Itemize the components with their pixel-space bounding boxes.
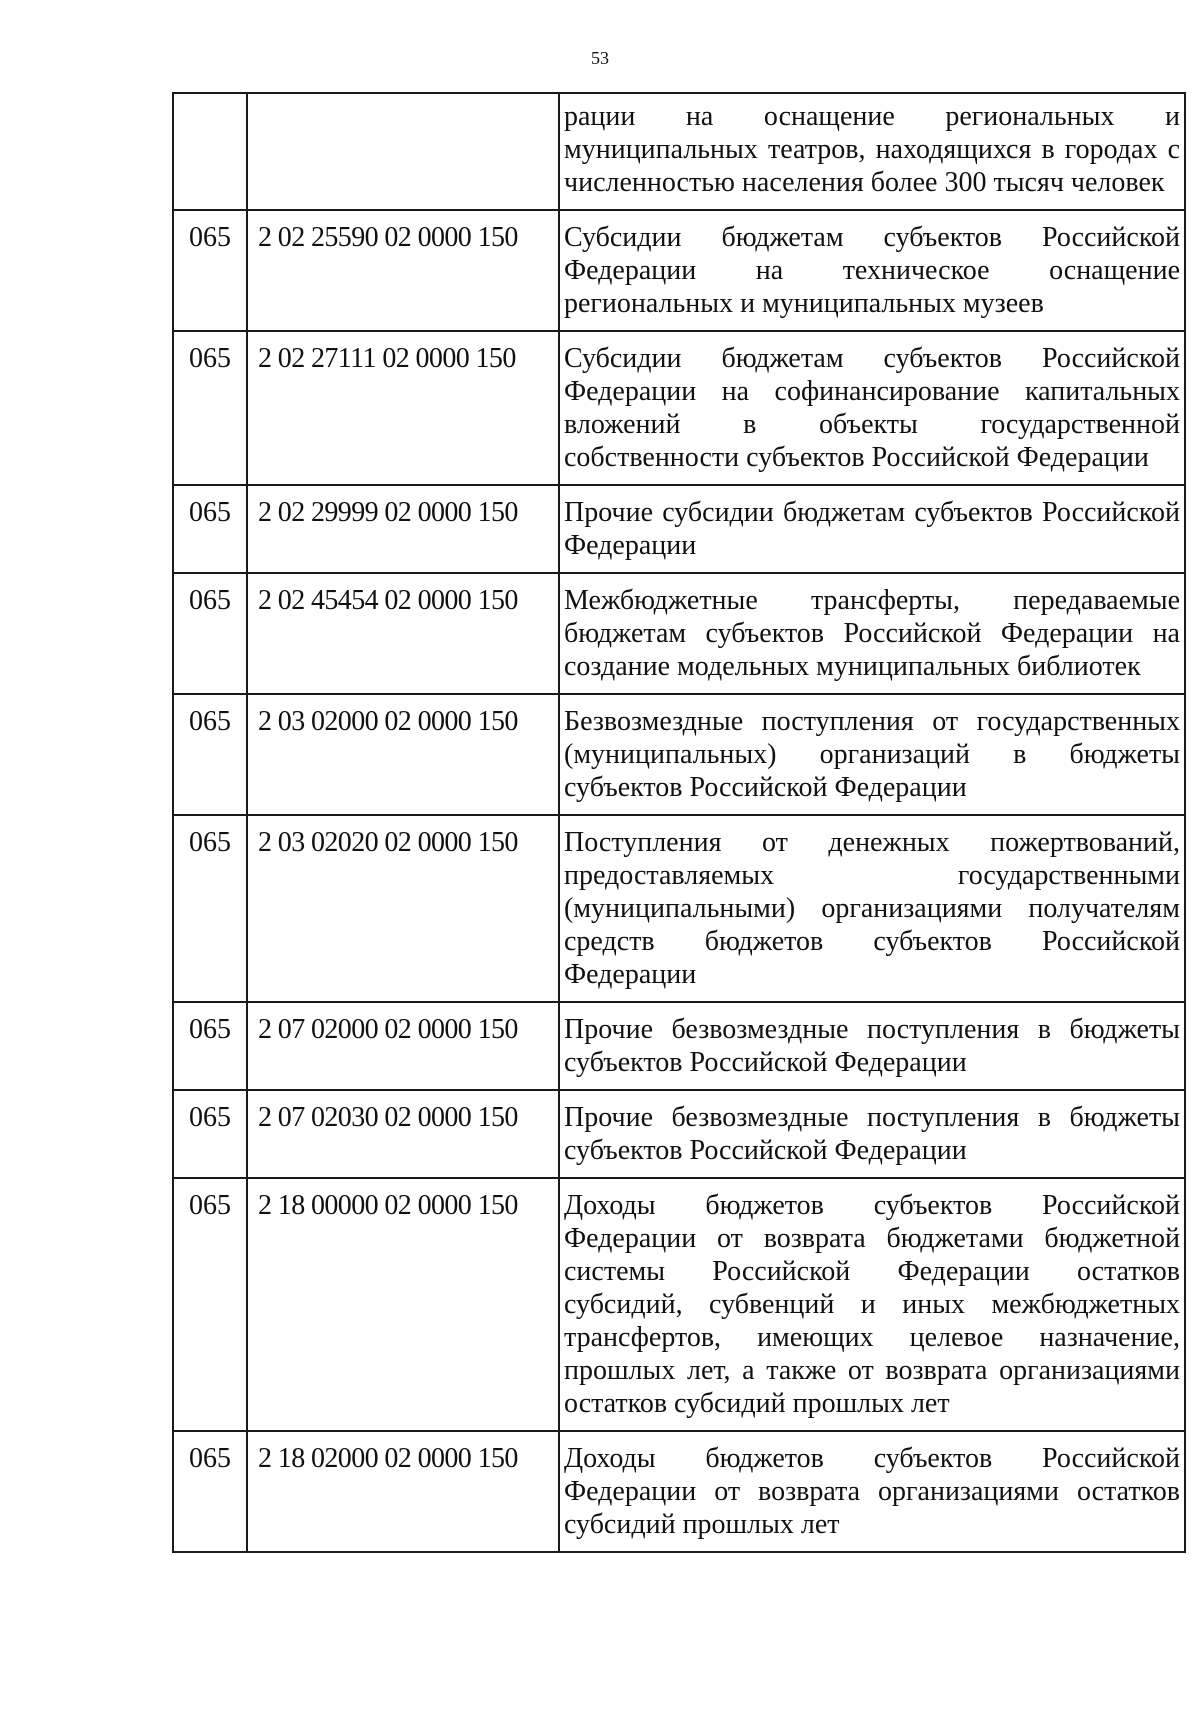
budget-code-cell: 2 18 02000 02 0000 150: [247, 1431, 559, 1552]
revenue-name-cell: Безвозмездные поступления от государственных (муниципальных) организаций в бюджеты субъектов Российской Федерации: [559, 694, 1185, 815]
admin-code-cell: 065: [173, 1002, 247, 1090]
page-number: 53: [591, 48, 609, 68]
budget-code-cell: 2 02 25590 02 0000 150: [247, 210, 559, 331]
table-row: [173, 1431, 1185, 1552]
admin-code-cell: 065: [173, 1178, 247, 1431]
table-row: [173, 1002, 1185, 1090]
table-row: [173, 815, 1185, 1002]
admin-code-cell: [173, 93, 247, 210]
revenue-name-cell: Доходы бюджетов субъектов Российской Федерации от возврата бюджетами бюджетной системы Российской Федерации остатков субсидий, субвенций и иных межбюджетных трансфертов, имеющих целевое назначение, прошлых лет, а также от возврата организациями остатков субсидий прошлых лет: [559, 1178, 1185, 1431]
admin-code-cell: 065: [173, 485, 247, 573]
budget-code-cell: 2 18 00000 02 0000 150: [247, 1178, 559, 1431]
admin-code-cell: 065: [173, 573, 247, 694]
revenue-name-cell: Поступления от денежных пожертвований, предоставляемых государственными (муниципальными) организациями получателям средств бюджетов субъектов Российской Федерации: [559, 815, 1185, 1002]
table-row: [173, 93, 1185, 210]
table-row: [173, 573, 1185, 694]
budget-code-cell: 2 03 02020 02 0000 150: [247, 815, 559, 1002]
table-row: [173, 1178, 1185, 1431]
budget-code-cell: [247, 93, 559, 210]
budget-code-cell: 2 02 27111 02 0000 150: [247, 331, 559, 485]
revenue-name-cell: Прочие безвозмездные поступления в бюджеты субъектов Российской Федерации: [559, 1090, 1185, 1178]
budget-codes-table: [172, 92, 1186, 1553]
budget-code-cell: 2 02 45454 02 0000 150: [247, 573, 559, 694]
admin-code-cell: 065: [173, 815, 247, 1002]
admin-code-cell: 065: [173, 210, 247, 331]
revenue-name-cell: Прочие безвозмездные поступления в бюджеты субъектов Российской Федерации: [559, 1002, 1185, 1090]
table-row: [173, 331, 1185, 485]
revenue-name-cell: Доходы бюджетов субъектов Российской Федерации от возврата организациями остатков субсидий прошлых лет: [559, 1431, 1185, 1552]
budget-code-cell: 2 07 02000 02 0000 150: [247, 1002, 559, 1090]
revenue-name-cell: рации на оснащение региональных и муниципальных театров, находящихся в городах с численностью населения более 300 тысяч человек: [559, 93, 1185, 210]
admin-code-cell: 065: [173, 1431, 247, 1552]
admin-code-cell: 065: [173, 694, 247, 815]
budget-code-cell: 2 03 02000 02 0000 150: [247, 694, 559, 815]
admin-code-cell: 065: [173, 1090, 247, 1178]
budget-code-cell: 2 07 02030 02 0000 150: [247, 1090, 559, 1178]
admin-code-cell: 065: [173, 331, 247, 485]
revenue-name-cell: Субсидии бюджетам субъектов Российской Федерации на софинансирование капитальных вложений в объекты государственной собственности субъектов Российской Федерации: [559, 331, 1185, 485]
revenue-name-cell: Межбюджетные трансферты, передаваемые бюджетам субъектов Российской Федерации на создание модельных муниципальных библиотек: [559, 573, 1185, 694]
table-row: [173, 485, 1185, 573]
revenue-name-cell: Прочие субсидии бюджетам субъектов Российской Федерации: [559, 485, 1185, 573]
table-row: [173, 694, 1185, 815]
revenue-name-cell: Субсидии бюджетам субъектов Российской Федерации на техническое оснащение региональных и муниципальных музеев: [559, 210, 1185, 331]
table-row: [173, 210, 1185, 331]
budget-code-cell: 2 02 29999 02 0000 150: [247, 485, 559, 573]
table-row: [173, 1090, 1185, 1178]
